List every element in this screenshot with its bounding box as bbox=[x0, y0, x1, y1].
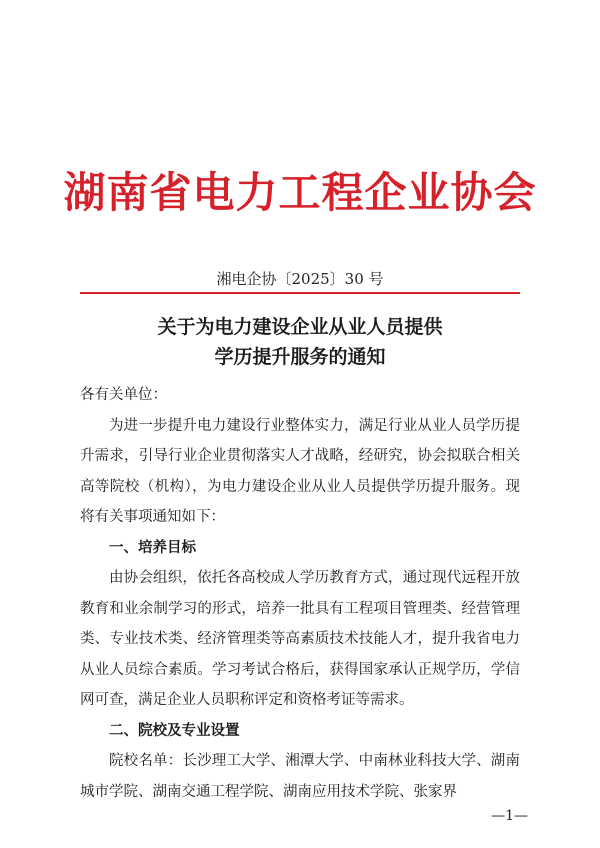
organization-title: 湖南省电力工程企业协会 bbox=[63, 168, 537, 217]
salutation: 各有关单位： bbox=[80, 387, 167, 403]
document-number: 湘电企协〔2025〕30 号 bbox=[216, 270, 384, 288]
notice-title bbox=[0, 312, 600, 372]
intro-paragraph: 为进一步提升电力建设行业整体实力，满足行业从业人员学历提升需求，引导行业企业贯彻落实人才战略，经研究，协会拟联合相关高等院校（机构），为电力建设企业从业人员提供学历提升服务。现将有关事项通知如下： bbox=[80, 417, 520, 525]
section-heading-goals: 一、培养目标 bbox=[109, 538, 196, 556]
schools-paragraph: 院校名单：长沙理工大学、湘潭大学、中南林业科技大学、湖南城市学院、湖南交通工程学院、湖南应用技术学院、张家界 bbox=[80, 753, 520, 800]
notice-title-line-2: 学历提升服务的通知 bbox=[214, 346, 386, 368]
notice-title-line-1: 关于为电力建设企业从业人员提供 bbox=[157, 316, 443, 338]
notice-body bbox=[80, 380, 520, 807]
section-heading-schools: 二、院校及专业设置 bbox=[109, 721, 240, 739]
page-number: —1— bbox=[491, 808, 528, 824]
red-divider-line bbox=[80, 292, 520, 294]
goals-paragraph: 由协会组织，依托各高校成人学历教育方式，通过现代远程开放教育和业余制学习的形式，培养一批具有工程项目管理类、经营管理类、专业技术类、经济管理类等高素质技术技能人才，提升我省电力从业人员综合素质。学习考试合格后，获得国家承认正规学历，学信网可查，满足企业人员职称评定和资格考证等需求。 bbox=[80, 570, 520, 708]
